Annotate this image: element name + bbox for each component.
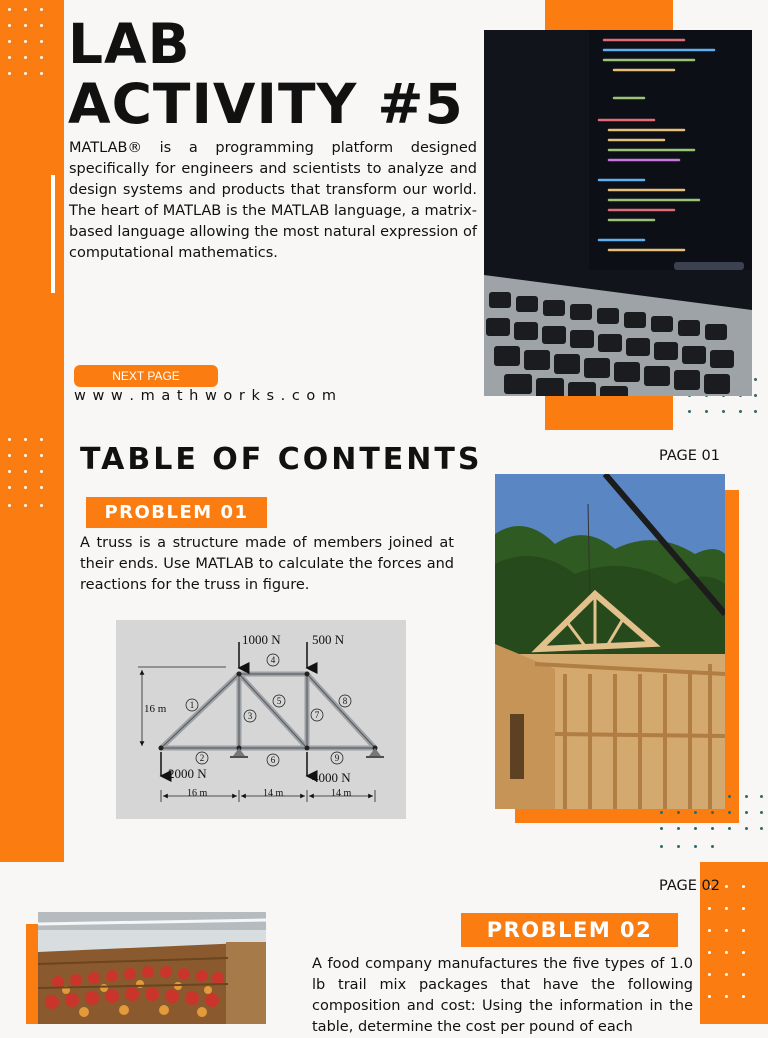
height-label: 16 m: [144, 703, 167, 715]
member-6: 6: [270, 755, 276, 765]
apples-photo: [38, 912, 266, 1024]
span-label-1: 16 m: [187, 788, 208, 799]
truss-construction-photo: [495, 474, 725, 809]
member-4: 4: [270, 655, 276, 665]
member-3: 3: [247, 711, 253, 721]
page-label-02: PAGE 02: [659, 878, 720, 894]
dots-bottom-right: [708, 885, 758, 1015]
page-label-01: PAGE 01: [659, 448, 720, 464]
left-band-white-stripe: [51, 175, 55, 293]
span-label-3: 14 m: [331, 788, 352, 799]
page-title: [68, 14, 464, 134]
left-orange-band: [0, 0, 64, 862]
load-label-4000: 4000 N: [312, 770, 351, 785]
laptop-photo: [484, 30, 752, 396]
load-label-1000: 1000 N: [242, 632, 281, 647]
problem-01-text: A truss is a structure made of members joined at their ends. Use MATLAB to calculate the forces and reactions for the truss in figure.: [80, 535, 454, 593]
problem-02-text: A food company manufactures the five types of 1.0 lb trail mix packages that have the following composition and cost: Using the information in the table, determine the cost per pound of each: [312, 956, 693, 1035]
member-9: 9: [334, 753, 340, 763]
truss-figure: [116, 620, 406, 819]
member-7: 7: [314, 710, 320, 720]
member-8: 8: [342, 696, 348, 706]
problem-02-label[interactable]: PROBLEM 02: [461, 913, 678, 947]
next-page-button[interactable]: NEXT PAGE: [74, 365, 218, 387]
span-label-2: 14 m: [263, 788, 284, 799]
load-label-500: 500 N: [312, 632, 345, 647]
dots-mid-left: [8, 438, 48, 508]
member-5: 5: [276, 696, 282, 706]
load-label-2000: 2000 N: [168, 766, 207, 781]
title-line-2: ACTIVITY #5: [68, 72, 464, 136]
problem-01-label[interactable]: PROBLEM 01: [86, 497, 267, 528]
intro-paragraph: MATLAB® is a programming platform designed specifically for engineers and scientists to analyze and design systems and products that transform our world. The heart of MATLAB is the MATLAB language, a matrix-based language allowing the most natural expression of computational mathematics.: [69, 140, 477, 261]
member-2: 2: [199, 753, 205, 763]
member-1: 1: [189, 700, 195, 710]
dots-top-left: [8, 8, 48, 78]
website-link[interactable]: w w w . m a t h w o r k s . c o m: [74, 388, 338, 404]
laptop-photo-backdrop-top: [545, 0, 673, 30]
title-line-1: LAB: [68, 12, 191, 76]
toc-title: TABLE OF CONTENTS: [80, 442, 483, 477]
laptop-photo-backdrop-bottom: [545, 396, 673, 430]
